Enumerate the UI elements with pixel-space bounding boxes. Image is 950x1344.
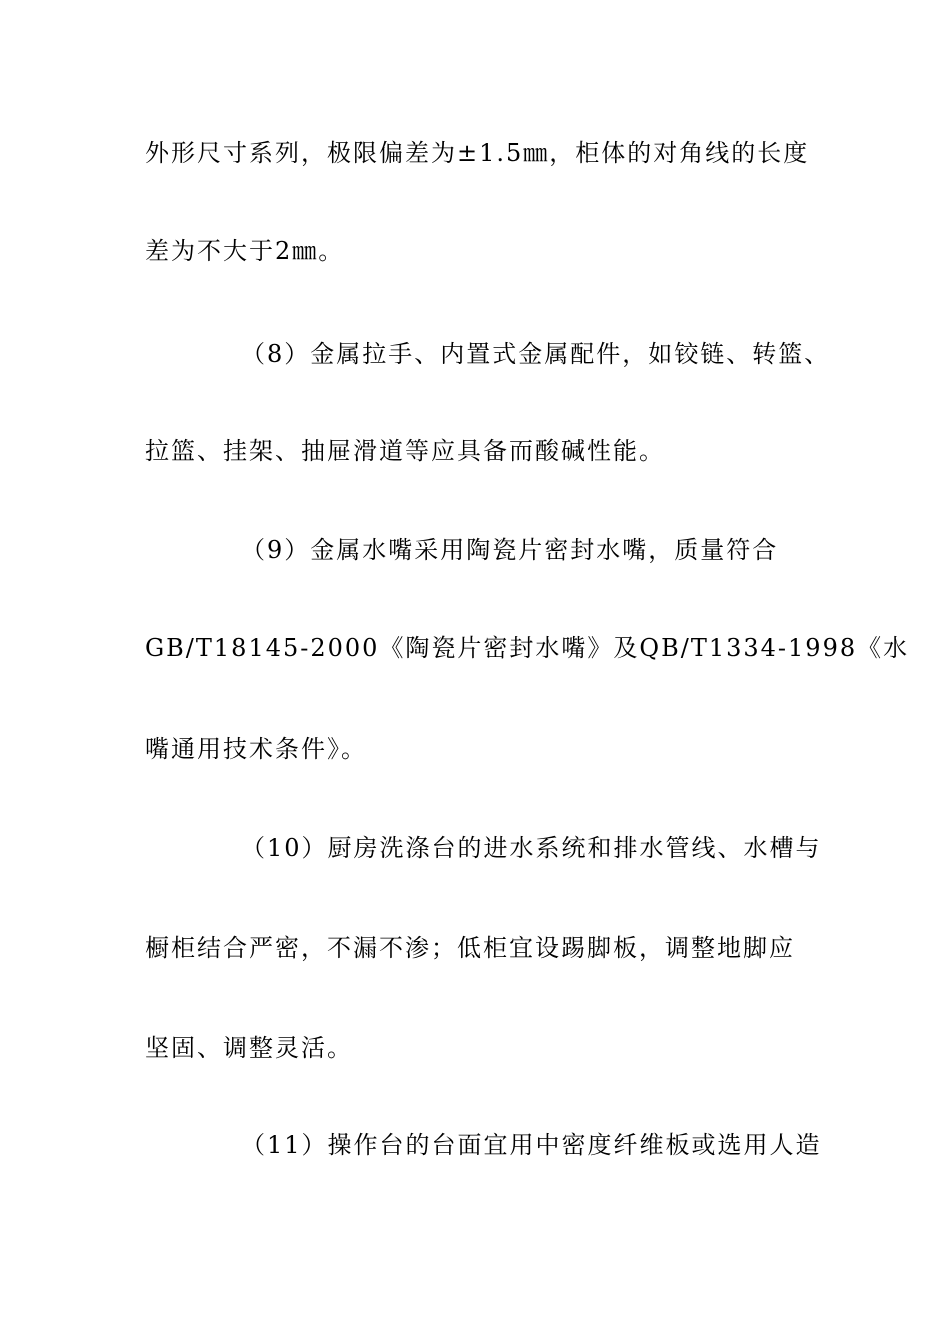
text-line-1: 外形尺寸系列，极限偏差为±1.5㎜，柜体的对角线的长度	[145, 139, 810, 167]
text-line-2: 差为不大于2㎜。	[145, 237, 345, 265]
text-line-8: （10）厨房洗涤台的进水系统和排水管线、水槽与	[241, 834, 822, 862]
text-line-6: GB/T18145-2000《陶瓷片密封水嘴》及QB/T1334-1998《水	[145, 634, 910, 662]
text-line-4: 拉篮、挂架、抽屉滑道等应具备而酸碱性能。	[145, 437, 665, 465]
text-line-7: 嘴通用技术条件》。	[145, 735, 367, 763]
text-line-5: （9）金属水嘴采用陶瓷片密封水嘴，质量符合	[241, 536, 779, 564]
text-line-11: （11）操作台的台面宜用中密度纤维板或选用人造	[241, 1131, 822, 1159]
text-line-10: 坚固、调整灵活。	[145, 1034, 353, 1062]
text-line-9: 橱柜结合严密，不漏不渗；低柜宜设踢脚板，调整地脚应	[145, 934, 795, 962]
text-line-3: （8）金属拉手、内置式金属配件，如铰链、转篮、	[241, 340, 831, 368]
